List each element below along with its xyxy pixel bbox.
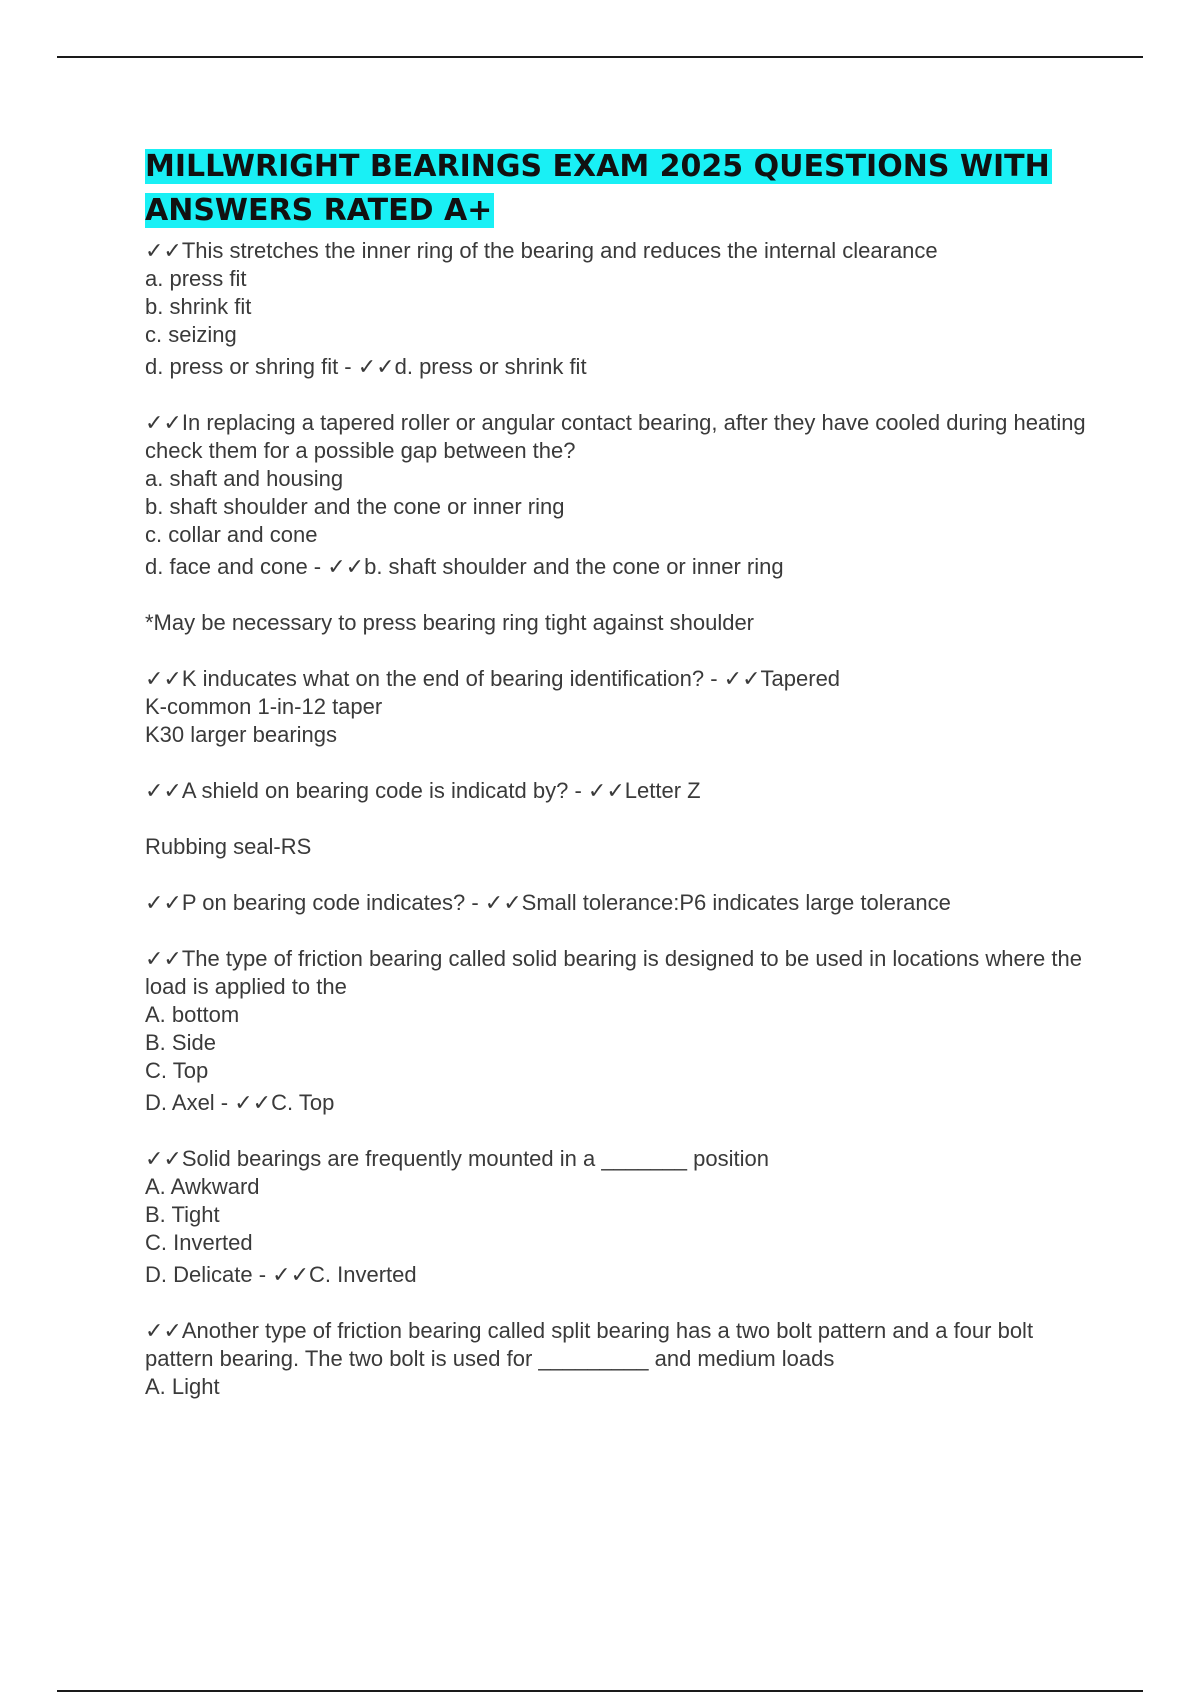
answer-line: D. Axel - ✓✓C. Top <box>145 1090 335 1115</box>
question-text: ✓✓This stretches the inner ring of the bearing and reduces the internal clearance <box>145 238 938 263</box>
option-line: K30 larger bearings <box>145 722 338 747</box>
top-rule <box>57 56 1143 58</box>
option-line: A. bottom <box>145 1002 240 1027</box>
option-line: C. Inverted <box>145 1230 253 1255</box>
question-text: ✓✓A shield on bearing code is indicatd by? - ✓✓Letter Z <box>145 778 701 803</box>
document-body <box>145 145 1105 1429</box>
option-line: C. Top <box>145 1058 209 1083</box>
option-line: A. Light <box>145 1374 220 1399</box>
question-text: ✓✓The type of friction bearing called solid bearing is designed to be used in locations where the load is applied to the <box>145 946 1089 999</box>
question-text: ✓✓P on bearing code indicates? - ✓✓Small tolerance:P6 indicates large tolerance <box>145 890 951 915</box>
option-line: B. Side <box>145 1030 216 1055</box>
question-block <box>145 665 1105 749</box>
question-text: ✓✓Solid bearings are frequently mounted in a _______ position <box>145 1146 769 1171</box>
option-line: B. Tight <box>145 1202 220 1227</box>
option-line: K-common 1-in-12 taper <box>145 694 383 719</box>
title-highlight: MILLWRIGHT BEARINGS EXAM 2025 QUESTIONS WITH ANSWERS RATED A+ <box>145 149 1050 228</box>
question-text: Rubbing seal-RS <box>145 834 312 859</box>
option-line: c. collar and cone <box>145 522 318 547</box>
bottom-rule <box>57 1690 1143 1692</box>
document-title <box>145 145 1105 233</box>
question-text: ✓✓Another type of friction bearing called split bearing has a two bolt pattern and a four bolt pattern bearing. The two bolt is used for _________ and medium loads <box>145 1318 1040 1371</box>
answer-line: d. face and cone - ✓✓b. shaft shoulder and the cone or inner ring <box>145 554 784 579</box>
question-block <box>145 1145 1105 1289</box>
answer-line: D. Delicate - ✓✓C. Inverted <box>145 1262 417 1287</box>
question-text: ✓✓K inducates what on the end of bearing identification? - ✓✓Tapered <box>145 666 841 691</box>
question-block <box>145 1317 1105 1401</box>
option-line: a. press fit <box>145 266 247 291</box>
answer-line: d. press or shring fit - ✓✓d. press or shrink fit <box>145 354 587 379</box>
question-block <box>145 833 1105 861</box>
option-line: A. Awkward <box>145 1174 260 1199</box>
question-block <box>145 409 1105 581</box>
question-text: *May be necessary to press bearing ring tight against shoulder <box>145 610 755 635</box>
question-block <box>145 889 1105 917</box>
question-list <box>145 237 1105 1401</box>
question-block <box>145 777 1105 805</box>
option-line: b. shrink fit <box>145 294 252 319</box>
option-line: a. shaft and housing <box>145 466 344 491</box>
option-line: c. seizing <box>145 322 237 347</box>
option-line: b. shaft shoulder and the cone or inner ring <box>145 494 565 519</box>
question-block <box>145 237 1105 381</box>
question-text: ✓✓In replacing a tapered roller or angular contact bearing, after they have cooled during heating check them for a possible gap between the? <box>145 410 1092 463</box>
question-block <box>145 609 1105 637</box>
question-block <box>145 945 1105 1117</box>
